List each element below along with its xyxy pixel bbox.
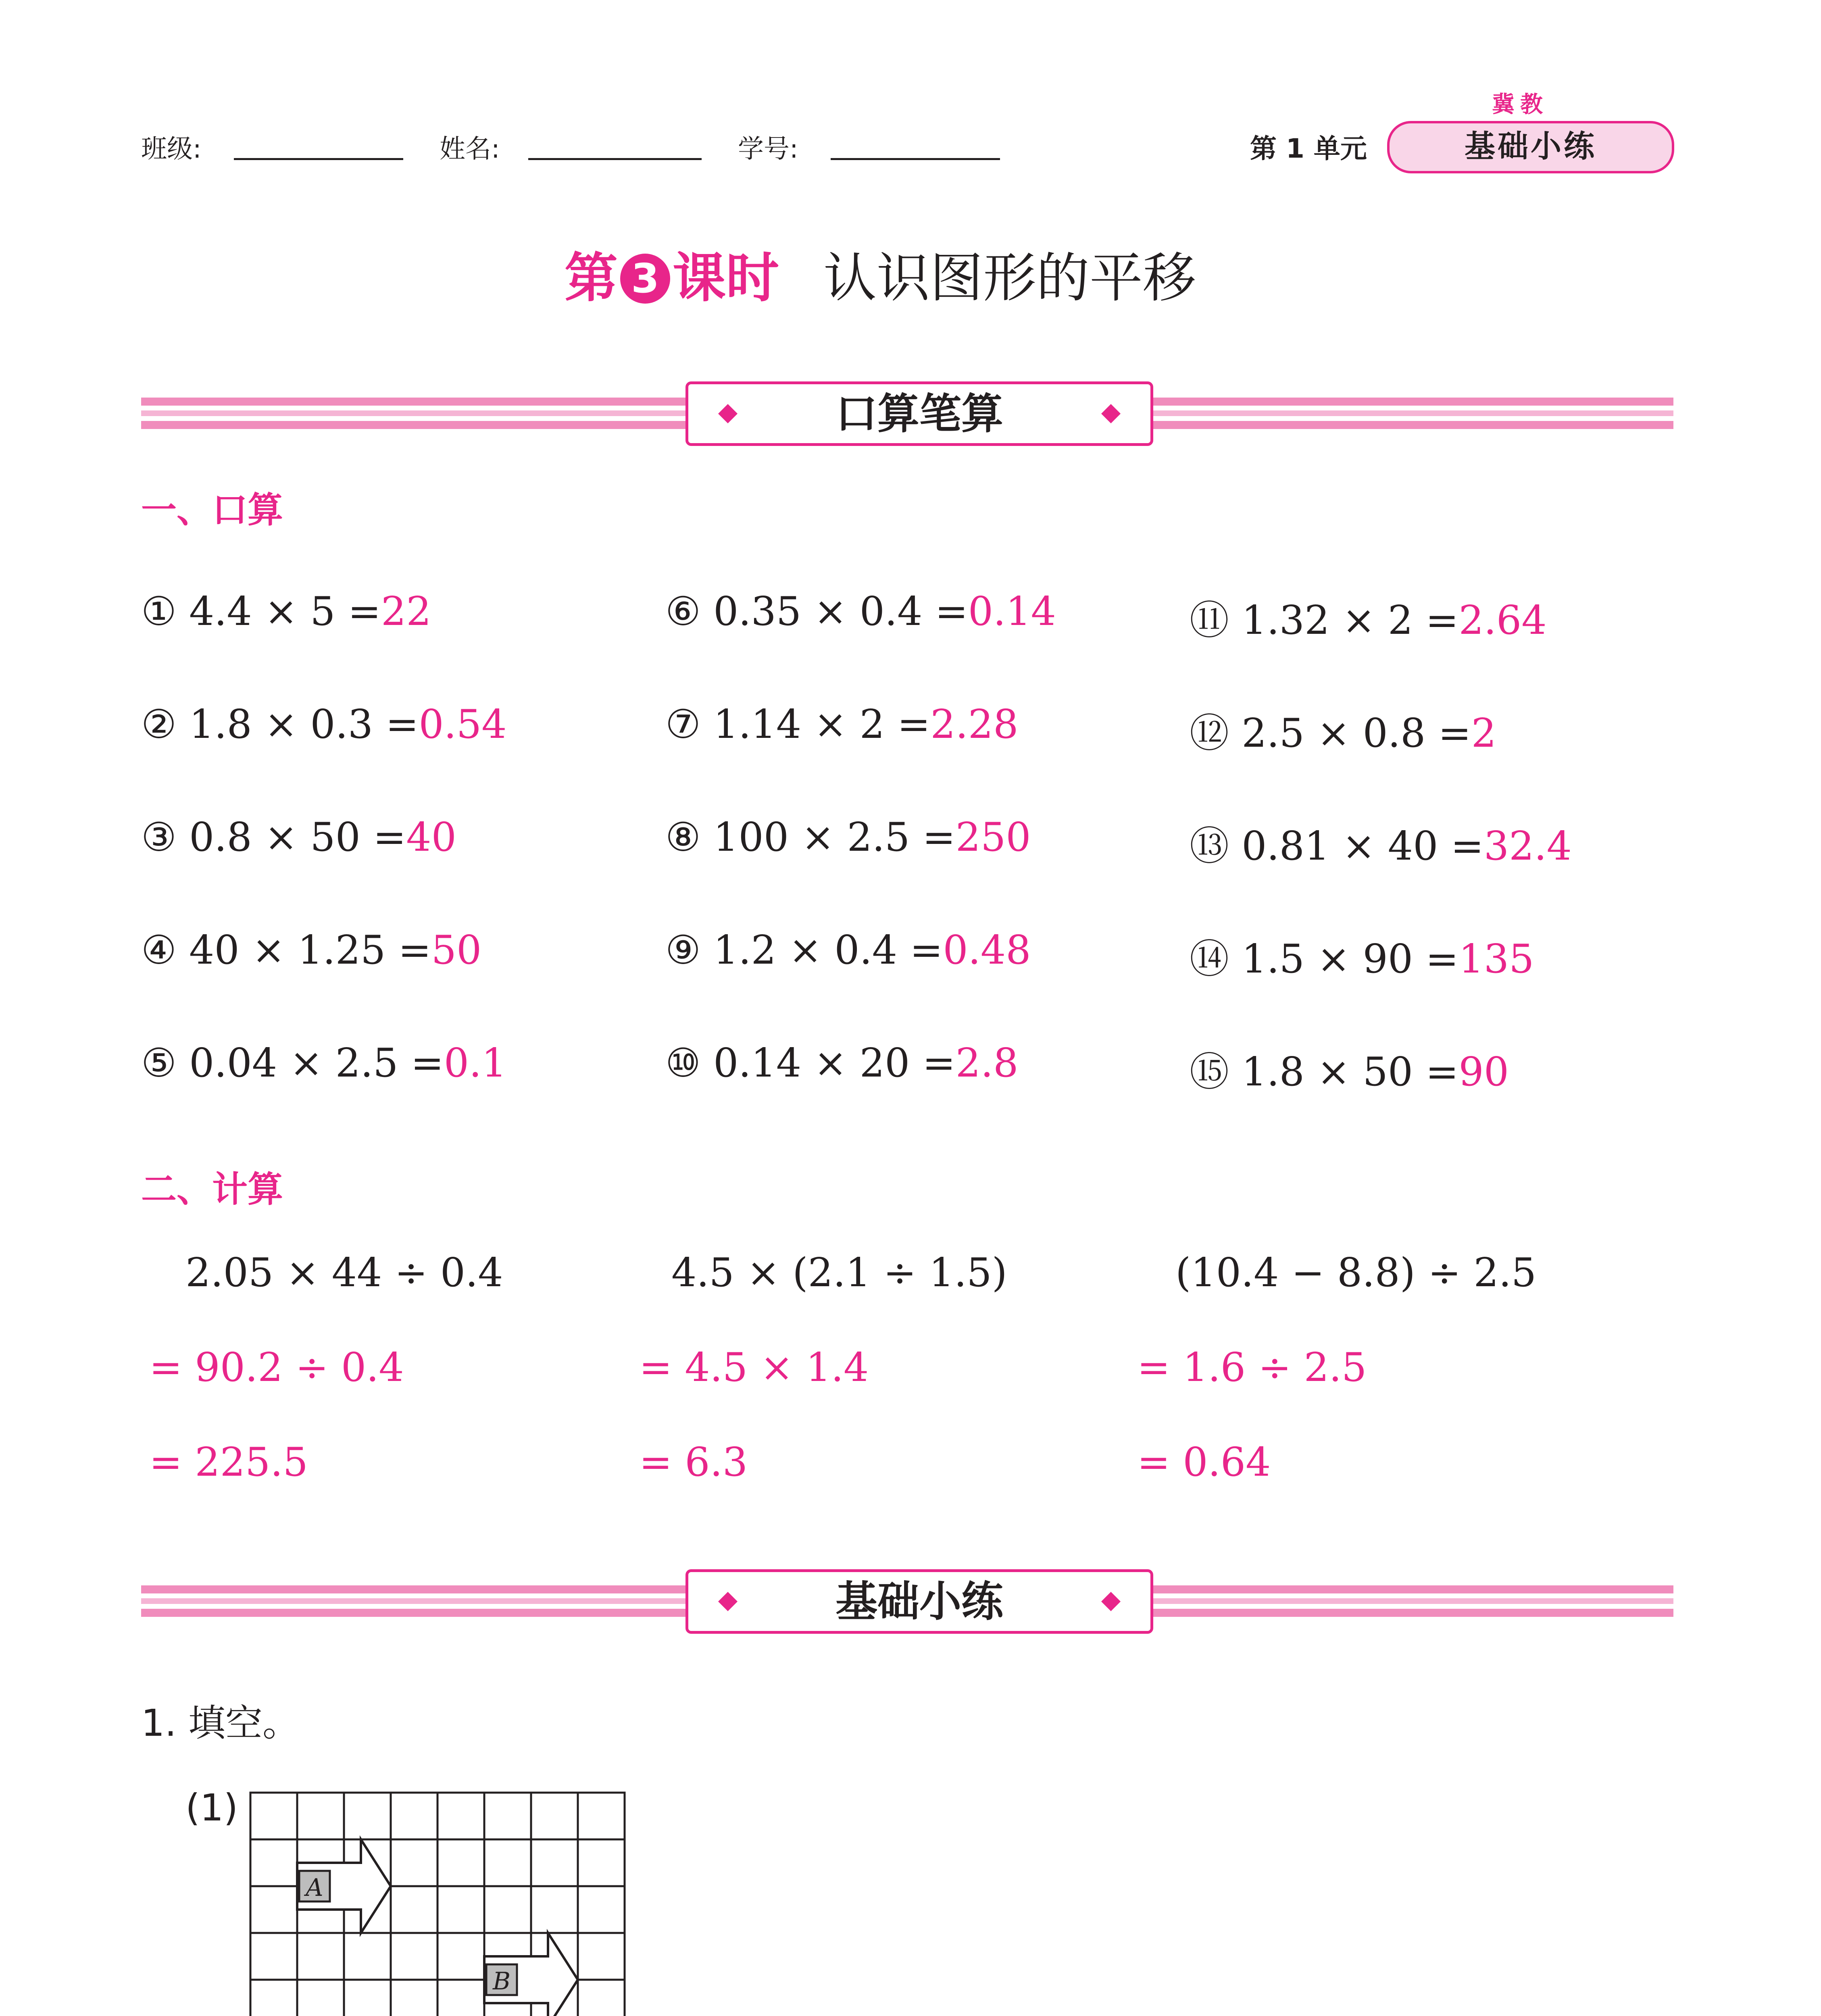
oral-answer: 250 (955, 814, 1031, 860)
oral-problem: ⑧ 100 × 2.5 =250 (665, 814, 1031, 860)
publisher-label: 冀教 (1492, 92, 1548, 118)
oral-answer: 22 (381, 589, 431, 635)
oral-answer: 90 (1458, 1049, 1509, 1095)
shape-b-label: B (492, 1967, 511, 1995)
oral-answer: 0.14 (968, 589, 1056, 635)
oral-answer: 2.64 (1458, 598, 1547, 644)
oral-problem: ① 4.4 × 5 =22 (141, 589, 431, 635)
calc-expression: (10.4 − 8.8) ÷ 2.5 (1175, 1250, 1537, 1296)
oral-problem: ⑦ 1.14 × 2 =2.28 (665, 702, 1019, 748)
section-banner-title: 基础小练 (835, 1577, 1003, 1626)
oral-answer: 0.1 (444, 1040, 507, 1086)
unit-label: 第 1 单元 (1250, 133, 1367, 164)
calc-step: = 90.2 ÷ 0.4 (149, 1345, 404, 1391)
oral-answer: 50 (431, 927, 482, 973)
calc-step: = 0.64 (1137, 1439, 1271, 1485)
calc-step: = 225.5 (149, 1439, 308, 1485)
question-heading: 1. 填空。 (141, 1702, 300, 1745)
title-suffix: 课时 (673, 247, 779, 309)
calc-step: = 1.6 ÷ 2.5 (1137, 1345, 1367, 1391)
translation-grid-figure (248, 1790, 631, 2016)
name-label: 姓名: (440, 134, 500, 164)
oral-answer: 2 (1471, 710, 1496, 756)
oral-answer: 135 (1458, 936, 1534, 982)
oral-problem: ⑮ 1.8 × 50 =90 (1190, 1049, 1509, 1095)
oral-answer: 40 (406, 814, 456, 860)
part1-heading: 一、口算 (141, 489, 283, 531)
name-field[interactable] (528, 158, 702, 160)
oral-problem: ② 1.8 × 0.3 =0.54 (141, 702, 507, 748)
oral-problem: ⑨ 1.2 × 0.4 =0.48 (665, 927, 1031, 973)
title-main: 认识图形的平移 (823, 247, 1196, 309)
calc-expression: 2.05 × 44 ÷ 0.4 (185, 1250, 503, 1296)
oral-problem: ⑩ 0.14 × 20 =2.8 (665, 1040, 1019, 1086)
title-prefix: 第 (565, 247, 618, 309)
class-label: 班级: (141, 134, 202, 164)
oral-problem: ⑫ 2.5 × 0.8 =2 (1190, 710, 1496, 756)
student-id-label: 学号: (738, 134, 798, 164)
oral-problem: ⑥ 0.35 × 0.4 =0.14 (665, 589, 1056, 635)
class-field[interactable] (234, 158, 403, 160)
student-id-field[interactable] (831, 158, 1000, 160)
calc-step: = 4.5 × 1.4 (639, 1345, 869, 1391)
lesson-number-badge: 3 (620, 254, 670, 304)
oral-problem: ⑭ 1.5 × 90 =135 (1190, 936, 1534, 982)
oral-answer: 32.4 (1483, 823, 1572, 869)
calc-expression: 4.5 × (2.1 ÷ 1.5) (671, 1250, 1007, 1296)
oral-answer: 2.8 (955, 1040, 1019, 1086)
oral-problem: ⑪ 1.32 × 2 =2.64 (1190, 598, 1547, 644)
series-title: 基础小练 (1465, 128, 1597, 164)
subquestion-label: (1) (185, 1786, 238, 1829)
oral-problem: ③ 0.8 × 50 =40 (141, 814, 456, 860)
section-banner-title: 口算笔算 (835, 389, 1003, 438)
oral-answer: 0.48 (943, 927, 1031, 973)
oral-answer: 0.54 (419, 702, 507, 748)
oral-answer: 2.28 (930, 702, 1019, 748)
shape-a-label: A (306, 1874, 323, 1902)
part2-heading: 二、计算 (141, 1168, 283, 1210)
page-title (565, 242, 1196, 314)
calc-step: = 6.3 (639, 1439, 748, 1485)
oral-problem: ④ 40 × 1.25 =50 (141, 927, 482, 973)
oral-problem: ⑤ 0.04 × 2.5 =0.1 (141, 1040, 507, 1086)
oral-problem: ⑬ 0.81 × 40 =32.4 (1190, 823, 1572, 869)
